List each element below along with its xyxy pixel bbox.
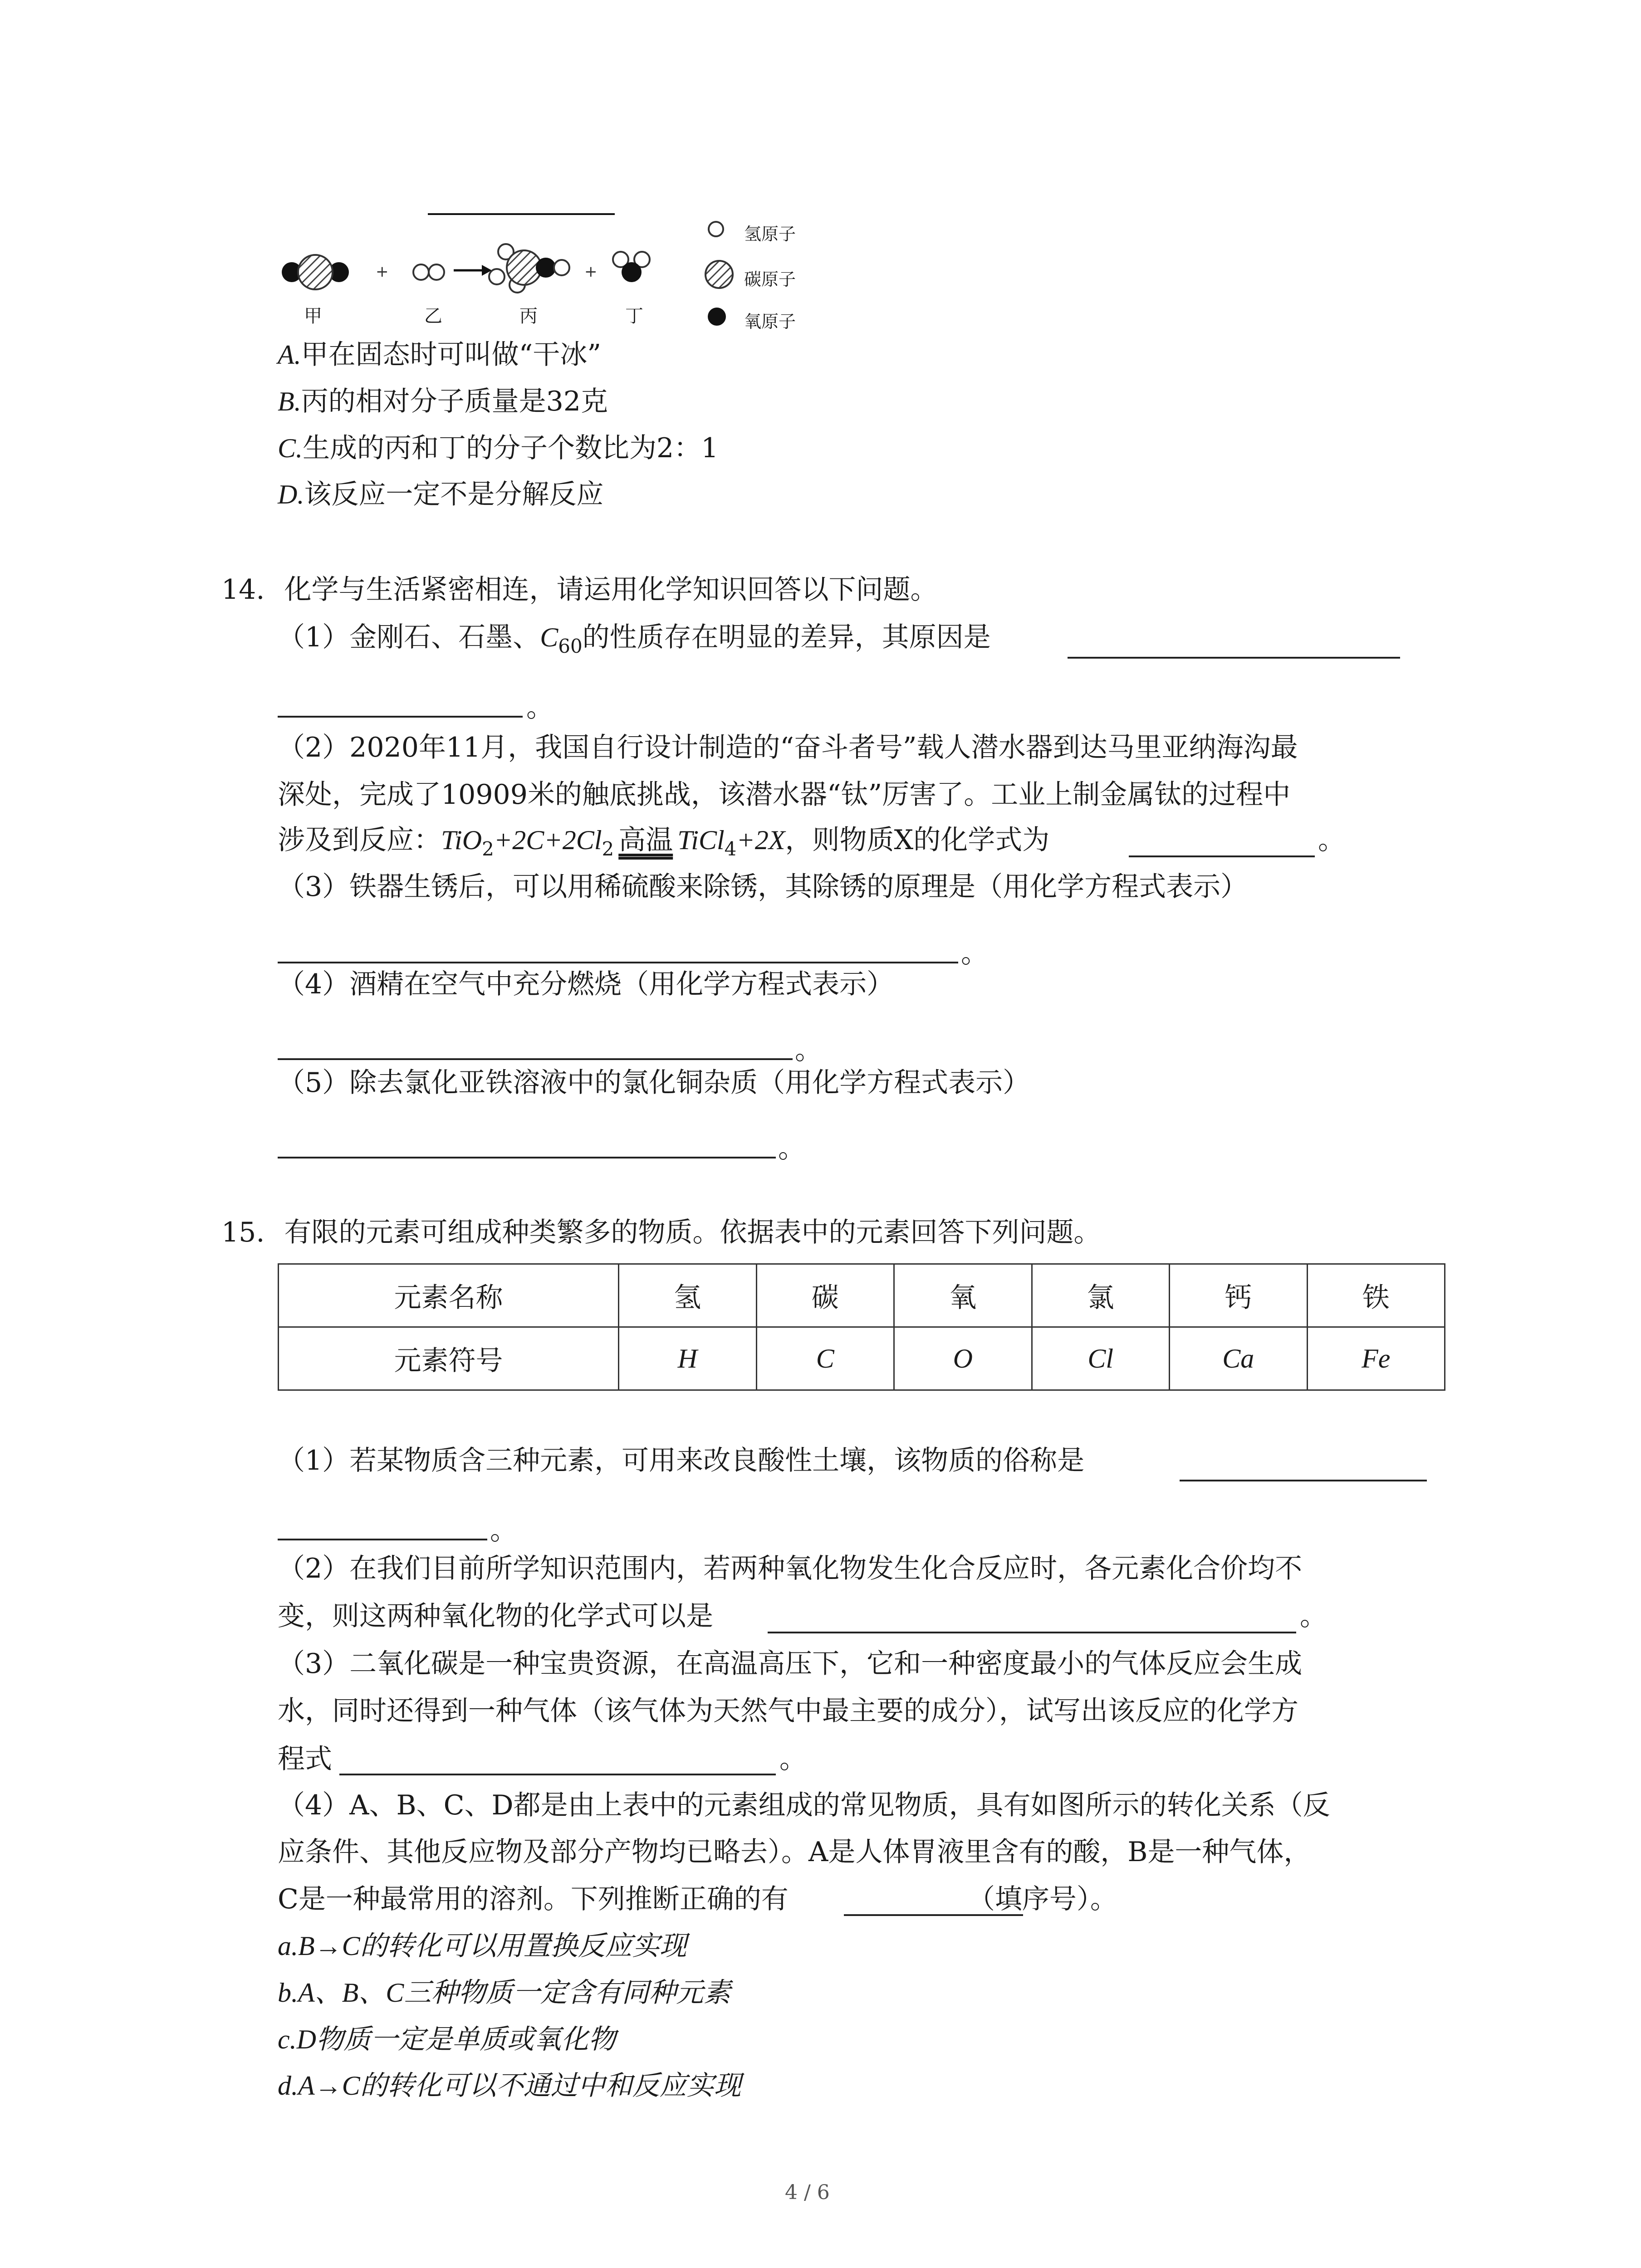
q15-option-a: a.B→C的转化可以用置换反应实现 [278, 1931, 687, 1961]
reaction-arrow [454, 265, 492, 276]
q14-part5-blank[interactable] [278, 1157, 776, 1158]
plus-1: + [376, 263, 389, 281]
table-cell: 氧 [894, 1264, 1032, 1327]
q15-part3-line1: （3）二氧化碳是一种宝贵资源，在高温高压下，它和一种密度最小的气体反应会生成 [278, 1648, 1303, 1680]
q13-option-c: C.生成的丙和丁的分子个数比为2：1 [278, 432, 719, 464]
q15-part2-line2: 变，则这两种氧化物的化学式可以是 [278, 1600, 713, 1632]
q14-part3: （3）铁器生锈后，可以用稀硫酸来除锈，其除锈的原理是（用化学方程式表示） [278, 871, 1248, 903]
molecule-bing [489, 244, 569, 293]
q14-part1-blank-b[interactable] [278, 716, 523, 718]
q15-part3-line3: 程式 [278, 1743, 332, 1775]
table-cell: 钙 [1170, 1264, 1308, 1327]
q15-part4-line3: C是一种最常用的溶剂。下列推断正确的有 （填序号）。 [278, 1883, 1117, 1915]
q15-part2-end: 。 [1300, 1600, 1327, 1632]
q15-part3-end: 。 [779, 1743, 807, 1775]
q15-part4-line1: （4）A、B、C、D都是由上表中的元素组成的常见物质，具有如图所示的转化关系（反 [278, 1789, 1330, 1821]
table-cell: Ca [1170, 1327, 1308, 1390]
molecule-jia [282, 255, 349, 289]
q15-part2-blank[interactable] [768, 1632, 1296, 1633]
q15-part3-blank[interactable] [339, 1774, 776, 1775]
label-ding: 丁 [625, 306, 643, 327]
table-row [279, 1327, 1445, 1390]
legend-hydrogen-symbol [709, 222, 723, 236]
molecule-diagram-svg [0, 0, 862, 345]
table-cell: O [894, 1327, 1032, 1390]
legend-hydrogen-label: 氢原子 [744, 224, 796, 244]
q15-stem-text: 有限的元素可组成种类繁多的物质。依据表中的元素回答下列问题。 [284, 1217, 1101, 1248]
q14-part1-blank-a[interactable] [1068, 657, 1400, 659]
q13-option-a: A.甲在固态时可叫做“干冰” [278, 339, 602, 371]
table-head-name: 元素名称 [279, 1264, 619, 1327]
legend-carbon-symbol [705, 261, 733, 288]
q14-part3-blank[interactable] [278, 962, 958, 963]
q14-part2-end: 。 [1318, 824, 1345, 856]
q15-option-b: b.A、B、C三种物质一定含有同种元素 [278, 1978, 731, 2008]
label-yi: 乙 [424, 306, 442, 327]
q15-part1-blank-b[interactable] [278, 1539, 487, 1540]
q15-part2-line1: （2）在我们目前所学知识范围内，若两种氧化物发生化合反应时，各元素化合价均不 [278, 1553, 1303, 1584]
q14-part5-end: 。 [778, 1133, 805, 1164]
q14-stem-text: 化学与生活紧密相连，请运用化学知识回答以下问题。 [284, 574, 938, 606]
label-jia: 甲 [304, 306, 322, 327]
q13-option-d: D.该反应一定不是分解反应 [278, 479, 604, 510]
table-cell: 碳 [756, 1264, 894, 1327]
q15-number: 15. [221, 1217, 265, 1248]
table-cell: 氯 [1032, 1264, 1170, 1327]
legend-oxygen-symbol [708, 308, 726, 326]
table-head-symbol: 元素符号 [279, 1327, 619, 1390]
q15-option-d: d.A→C的转化可以不通过中和反应实现 [278, 2071, 741, 2101]
q14-part4-blank[interactable] [278, 1058, 793, 1060]
q14-part1-end: 。 [526, 692, 554, 723]
table-cell: Cl [1032, 1327, 1170, 1390]
plus-2: + [584, 263, 598, 281]
q14-part3-end: 。 [961, 938, 988, 969]
label-bing: 丙 [519, 306, 538, 327]
q14-number: 14. [221, 574, 265, 606]
molecule-yi [413, 264, 444, 280]
q15-part1-blank-a[interactable] [1180, 1480, 1427, 1481]
table-cell: 铁 [1307, 1264, 1445, 1327]
reaction-condition: 高温 [618, 824, 673, 856]
q15-part3-line2: 水，同时还得到一种气体（该气体为天然气中最主要的成分），试写出该反应的化学方 [278, 1695, 1298, 1727]
q14-part2-blank[interactable] [1129, 855, 1315, 857]
q14-part4: （4）酒精在空气中充分燃烧（用化学方程式表示） [278, 968, 894, 1000]
q15-part1: （1）若某物质含三种元素，可用来改良酸性土壤，该物质的俗称是 [278, 1445, 1085, 1476]
q15-part1-end: 。 [490, 1515, 517, 1546]
q14-part5: （5）除去氯化亚铁溶液中的氯化铜杂质（用化学方程式表示） [278, 1067, 1030, 1099]
table-cell: Fe [1307, 1327, 1445, 1390]
q14-part1: （1）金刚石、石墨、$C_{60}$的性质存在明显的差异，其原因是 [278, 621, 991, 657]
table-row [279, 1264, 1445, 1327]
legend-oxygen-label: 氧原子 [744, 312, 796, 332]
legend-carbon-label: 碳原子 [744, 269, 796, 289]
q15-option-c: c.D物质一定是单质或氧化物 [278, 2024, 616, 2054]
q15-stem [221, 1219, 1101, 1246]
table-cell: C [756, 1327, 894, 1390]
table-cell: H [619, 1327, 757, 1390]
page-number: 4 / 6 [785, 2181, 830, 2204]
q14-part2-line2: 深处，完成了10909米的触底挑战，该潜水器“钛”厉害了。工业上制金属钛的过程中 [278, 779, 1291, 811]
table-cell: 氢 [619, 1264, 757, 1327]
q13-option-b: B.丙的相对分子质量是32克 [278, 386, 608, 417]
q14-stem [221, 574, 938, 606]
q14-part2-line1: （2）2020年11月，我国自行设计制造的“奋斗者号”载人潜水器到达马里亚纳海沟最 [278, 732, 1298, 763]
element-table [278, 1263, 1445, 1391]
q14-part2-line3: 涉及到反应：$TiO_2+2C+2Cl_2$ 高温 TiCl$_4$+2X，则物质X的化学式为 [278, 824, 1050, 860]
q14-part4-end: 。 [795, 1034, 822, 1066]
q15-part4-line2: 应条件、其他反应物及部分产物均已略去）。A是人体胃液里含有的酸，B是一种气体， [278, 1836, 1311, 1868]
molecule-ding [613, 252, 650, 282]
q15-part4-blank[interactable] [844, 1914, 1023, 1916]
